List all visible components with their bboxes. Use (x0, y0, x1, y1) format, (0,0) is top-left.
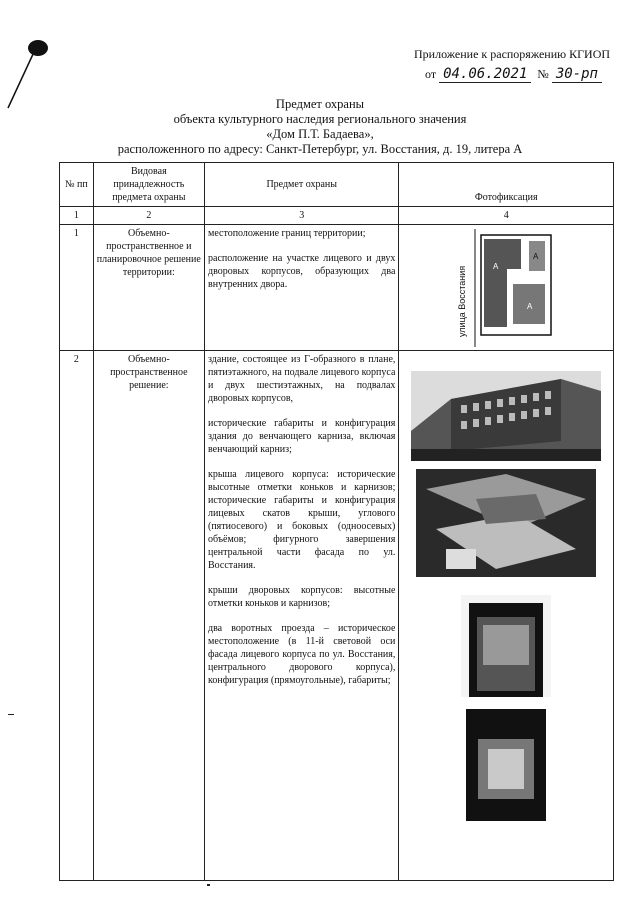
subject-paragraph: местоположение границ территории; (208, 228, 366, 239)
row-type: Объемно-пространственное и планировочное решение территории: (93, 225, 204, 351)
title-line-1: Предмет охраны (275, 97, 365, 111)
margin-dash (8, 714, 14, 715)
col-header-photo: Фотофиксация (399, 163, 614, 207)
col-header-type: Видовая принадлежность предмета охраны (93, 163, 204, 207)
gateway-photo-1 (461, 595, 551, 697)
row-photos (399, 225, 614, 351)
table-row (60, 351, 614, 881)
row-subject (205, 225, 399, 351)
plan-street-label: улица Восстания (457, 265, 468, 337)
col-header-subject: Предмет охраны (205, 163, 399, 207)
svg-text:А: А (527, 302, 533, 311)
table-row (60, 225, 614, 351)
col-header-num: № пп (60, 163, 94, 207)
col-number-3: 3 (205, 207, 399, 225)
svg-text:А: А (533, 252, 539, 261)
svg-text:А: А (493, 262, 499, 271)
order-number: 30-рп (552, 66, 602, 83)
title-line-4: расположенного по адресу: Санкт-Петербург, ул. Восстания, д. 19, литера А (117, 142, 523, 156)
col-number-1: 1 (60, 207, 94, 225)
order-date: 04.06.2021 (439, 66, 531, 83)
row-subject (205, 351, 399, 881)
order-reference (425, 66, 602, 83)
column-numbers-row (60, 207, 614, 225)
row-type: Объемно-пространственное решение: (93, 351, 204, 881)
subject-paragraph: исторические габариты и конфигурация здания до венчающего карниза, включая венчающий карниз; (208, 418, 396, 455)
appendix-label: Приложение к распоряжению КГИОП (414, 47, 611, 61)
aerial-roofs-photo (416, 469, 596, 577)
row-number: 1 (60, 225, 94, 351)
table-header-row (60, 163, 614, 207)
subject-paragraph: здание, состоящее из Г-образного в плане, пятиэтажного, на подвале лицевого корпуса и двух шестиэтажных, на подвалах дворовых корпусов, (208, 354, 396, 404)
title-line-2: объекта культурного наследия регионального значения (173, 112, 467, 126)
order-date-prefix: от (425, 67, 437, 81)
subject-paragraph: крыша лицевого корпуса: исторические высотные отметки коньков и карнизов; исторические габариты и конфигурация лицевых скатов крыши, углового (пятиосевого) и боковых (одноосевых) объёмов; фигурного завершения центральной части фасада по ул. Восстания. (208, 469, 396, 571)
row-photos (399, 351, 614, 881)
margin-stamp-icon (0, 30, 60, 110)
gateway-photo-2 (460, 709, 552, 821)
subject-paragraph: расположение на участке лицевого и двух дворовых корпусов, образующих два внутренних двора. (208, 253, 396, 290)
site-plan-image (451, 229, 561, 347)
title-line-3: «Дом П.Т. Бадаева», (266, 127, 374, 141)
col-number-2: 2 (93, 207, 204, 225)
subject-paragraph: крыши дворовых корпусов: высотные отметки коньков и карнизов; (208, 585, 396, 609)
subject-paragraph: два воротных проезда – историческое местоположение (в 11-й световой оси фасада лицевого корпуса по ул. Восстания, центрального дворового корпуса), конфигурация (прямоугольные), габариты; (208, 623, 396, 686)
order-number-prefix: № (537, 67, 549, 81)
building-facade-photo (411, 371, 601, 461)
document-title (60, 97, 580, 157)
col-number-4: 4 (399, 207, 614, 225)
protection-table (59, 162, 614, 881)
row-number: 2 (60, 351, 94, 881)
footer-dot (207, 884, 210, 886)
